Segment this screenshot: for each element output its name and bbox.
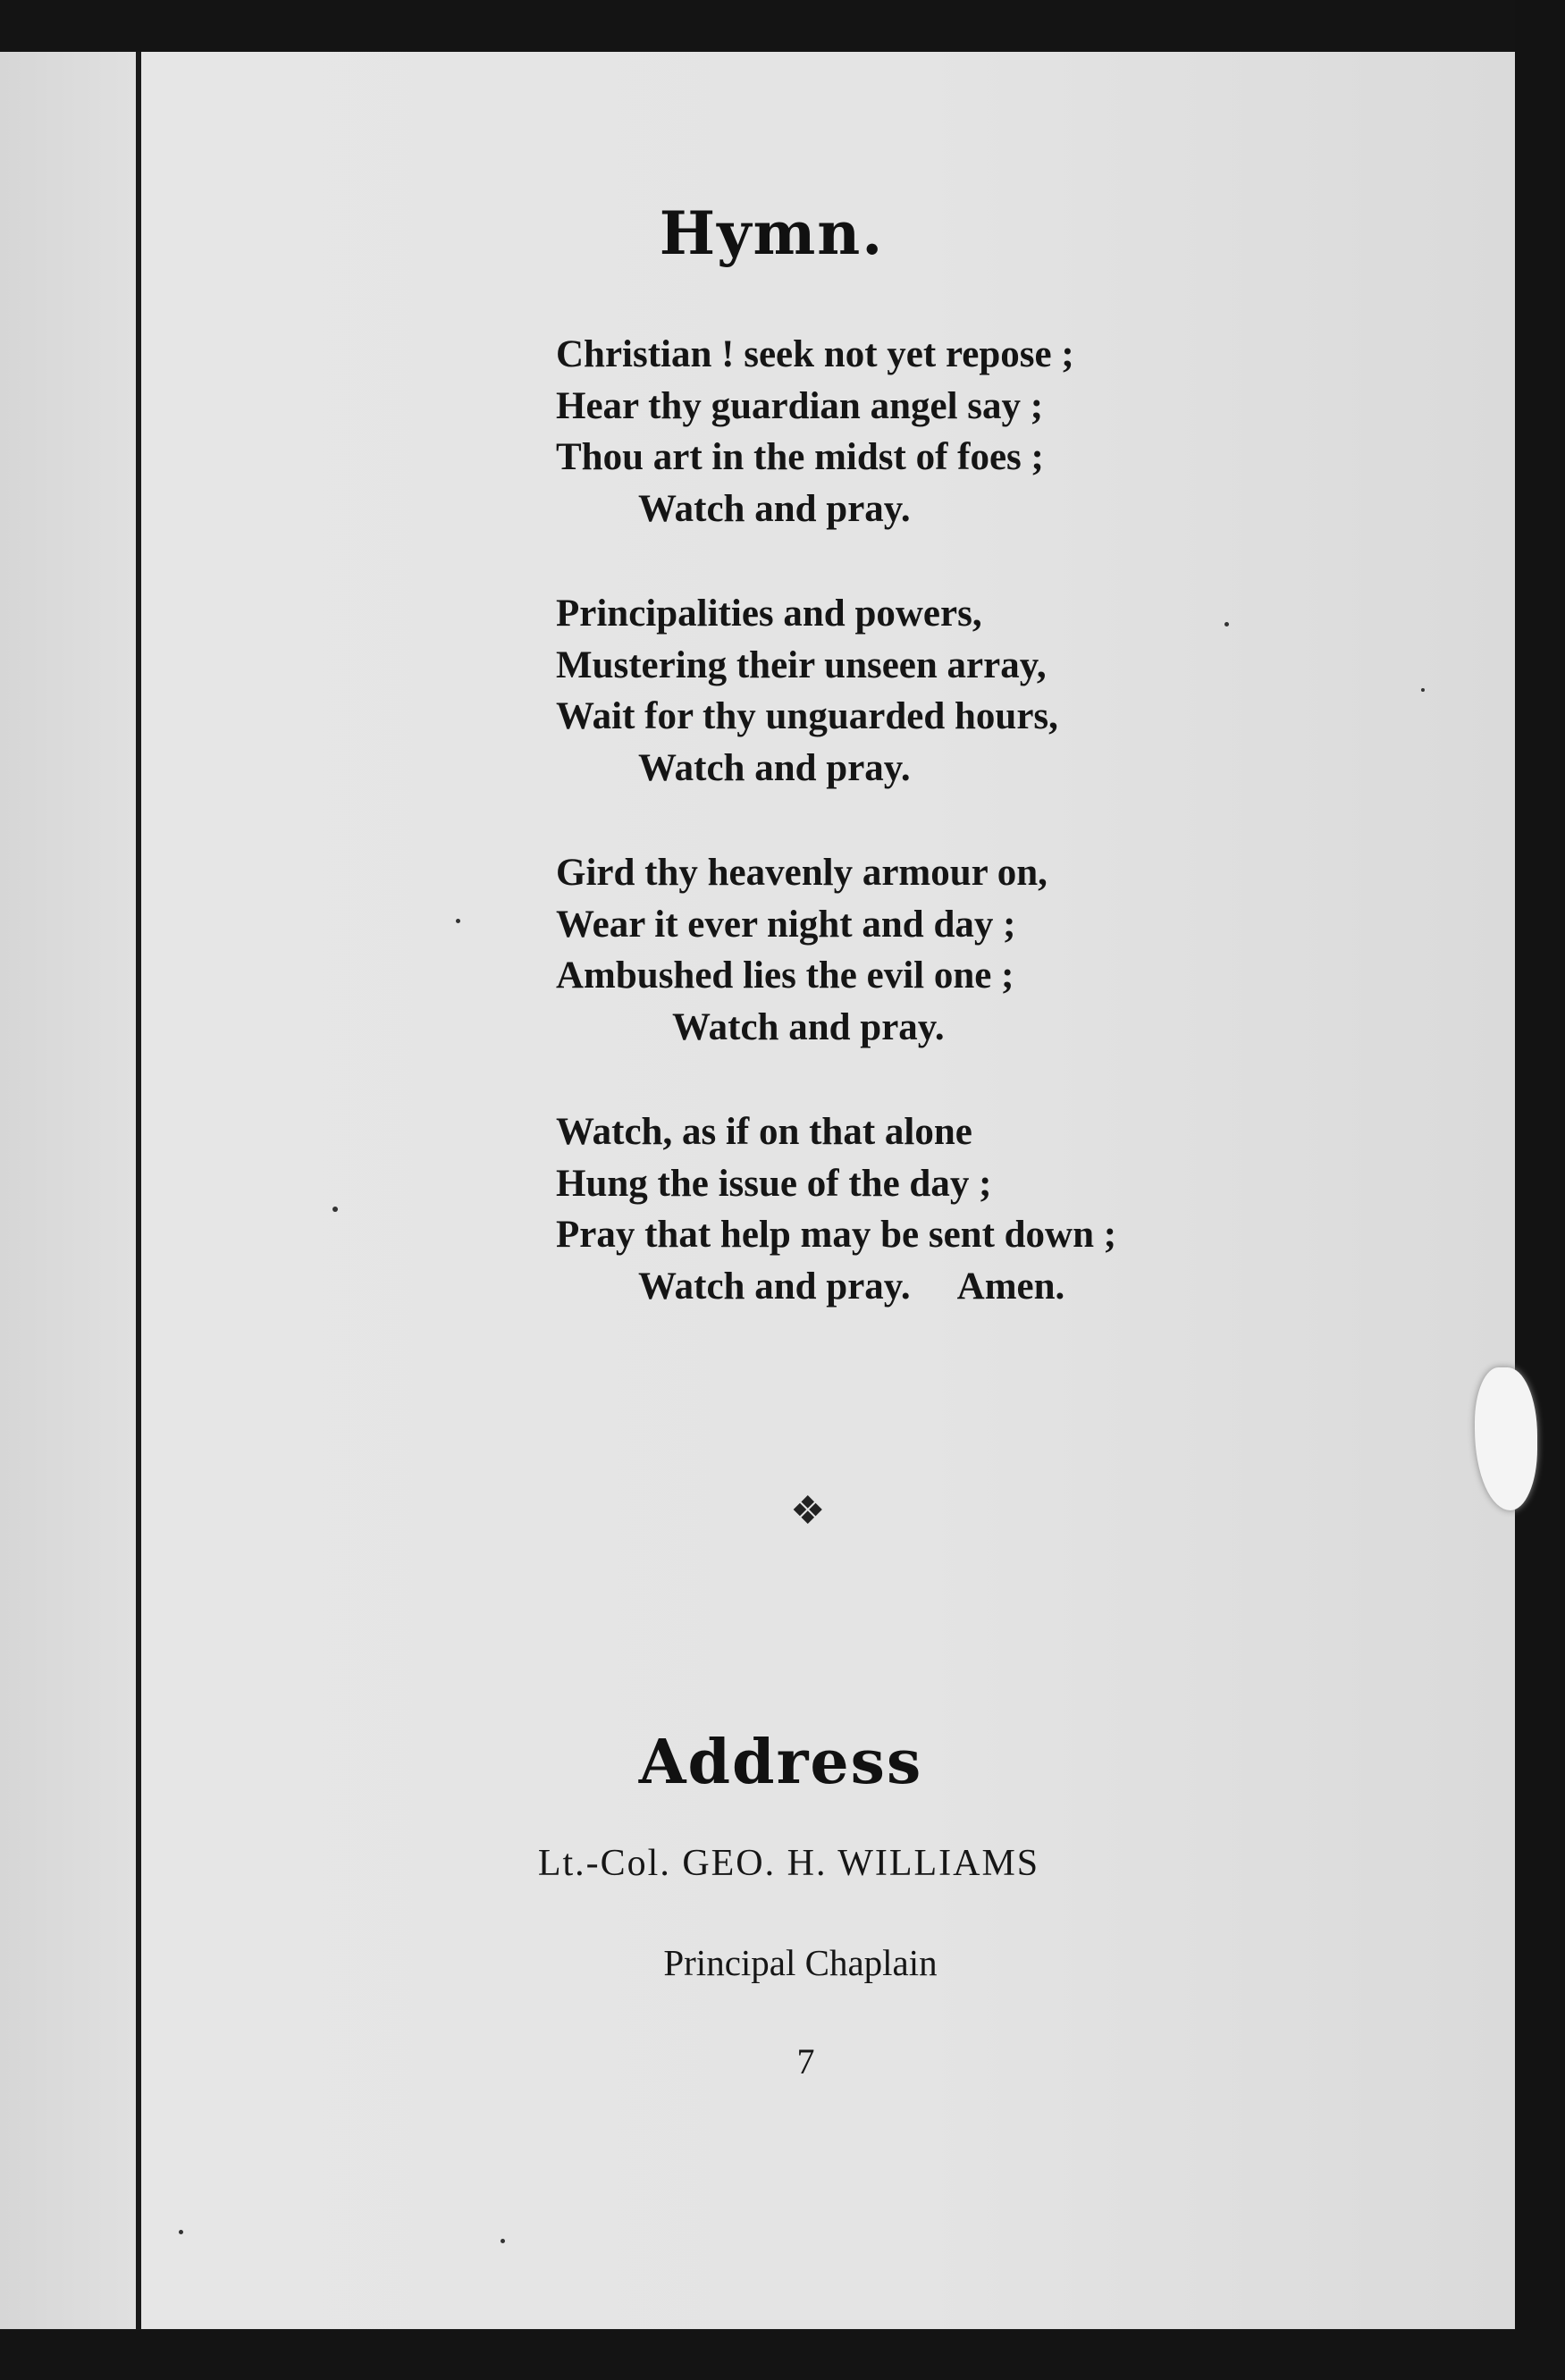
poem-refrain: Watch and pray. <box>638 746 911 789</box>
dust-speck <box>332 1207 338 1212</box>
stanza-2 <box>556 588 1116 794</box>
poem-refrain: Watch and pray. <box>672 1005 945 1048</box>
dust-speck <box>1421 688 1425 692</box>
address-title: Address <box>638 1727 923 1798</box>
page-number: 7 <box>796 2041 815 2081</box>
poem-line: Watch, as if on that alone <box>556 1111 972 1153</box>
dust-speck <box>456 919 460 923</box>
dust-speck <box>179 2230 183 2234</box>
poem-line: Hear thy guardian angel say ; <box>556 384 1044 427</box>
scan-border-bottom <box>0 2330 1565 2380</box>
poem-line: Mustering their unseen array, <box>556 643 1047 686</box>
poem-line: Christian ! seek not yet repose ; <box>556 333 1074 375</box>
speaker-name: Lt.-Col. GEO. H. WILLIAMS <box>537 1843 1040 1884</box>
scan-border-top <box>0 0 1565 54</box>
hymn-title: Hymn. <box>659 198 885 268</box>
binding-gutter <box>0 52 136 2329</box>
poem-refrain <box>556 1261 1116 1313</box>
stanza-4 <box>556 1106 1116 1312</box>
poem-line: Hung the issue of the day ; <box>556 1162 992 1205</box>
amen-text: Amen. <box>956 1265 1065 1308</box>
poem-line: Wear it ever night and day ; <box>556 903 1016 946</box>
poem-line: Wait for thy unguarded hours, <box>556 695 1058 737</box>
poem-line: Thou art in the midst of foes ; <box>556 436 1044 478</box>
hymn-text <box>556 329 1116 1366</box>
binding-edge <box>136 52 141 2329</box>
poem-line: Ambushed lies the evil one ; <box>556 955 1014 997</box>
stanza-1 <box>556 329 1116 534</box>
poem-line: Pray that help may be sent down ; <box>556 1214 1117 1256</box>
poem-refrain: Watch and pray. <box>638 487 911 530</box>
poem-line: Gird thy heavenly armour on, <box>556 852 1048 894</box>
poem-line: Principalities and powers, <box>556 593 982 635</box>
dust-speck <box>1224 622 1229 627</box>
dust-speck <box>501 2239 505 2243</box>
poem-refrain-text: Watch and pray. <box>638 1265 911 1308</box>
scan-border-right <box>1515 0 1565 2380</box>
ornament-icon: ❖ <box>790 1489 826 1533</box>
speaker-role: Principal Chaplain <box>663 1942 938 1983</box>
stanza-3 <box>556 847 1116 1053</box>
